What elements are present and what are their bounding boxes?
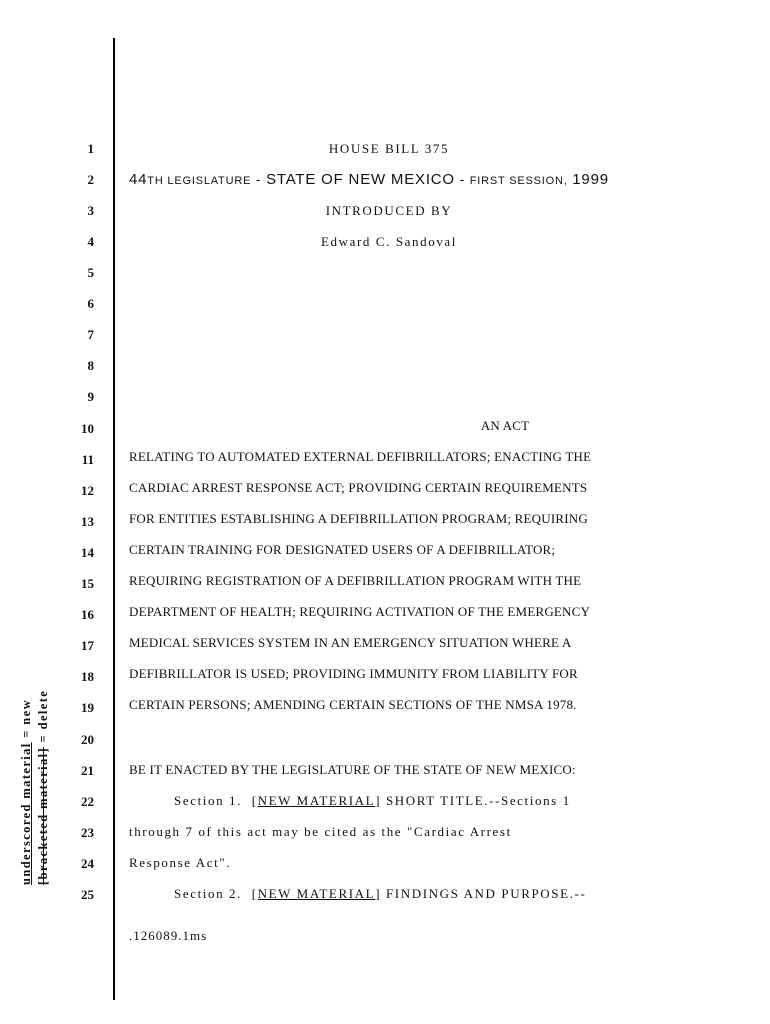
title-line: RELATING TO AUTOMATED EXTERNAL DEFIBRILLATORS; ENACTING THE (129, 449, 592, 464)
title-line: CERTAIN PERSONS; AMENDING CERTAIN SECTIONS OF THE NMSA 1978. (129, 697, 577, 712)
line-number: 23 (81, 825, 94, 840)
line-number: 12 (81, 483, 94, 498)
line-number: 2 (87, 172, 94, 187)
line-number: 4 (87, 234, 94, 249)
title-line: FOR ENTITIES ESTABLISHING A DEFIBRILLATION PROGRAM; REQUIRING (129, 511, 588, 526)
dash-1: - (255, 171, 262, 187)
line-number: 5 (87, 265, 94, 280)
line-number: 13 (81, 514, 94, 529)
legend-delete-eq: = delete (36, 689, 50, 743)
line-number: 14 (81, 545, 94, 560)
legislature-suffix: TH LEGISLATURE (147, 175, 252, 187)
title-line: DEFIBRILLATOR IS USED; PROVIDING IMMUNITY FROM LIABILITY FOR (129, 666, 578, 681)
section-2-heading: FINDINGS AND PURPOSE.-- (385, 886, 587, 901)
line-number: 17 (81, 638, 94, 653)
section-1-new-material-tag: NEW MATERIAL (257, 793, 376, 808)
title-line: CARDIAC ARREST RESPONSE ACT; PROVIDING CERTAIN REQUIREMENTS (129, 480, 588, 495)
line-number: 22 (81, 794, 94, 809)
introduced-by: INTRODUCED BY (325, 203, 453, 218)
line-number: 20 (81, 732, 94, 747)
session-year: 1999 (572, 171, 609, 188)
material-legend (18, 625, 62, 885)
section-1-heading: SHORT TITLE.--Sections 1 (385, 793, 571, 808)
section-1-label: Section 1. (174, 793, 242, 808)
legend-new-eq: = new (19, 699, 33, 738)
act-heading: AN ACT (480, 418, 530, 433)
state-name: STATE OF NEW MEXICO (266, 171, 455, 188)
section-2-label: Section 2. (174, 886, 242, 901)
left-margin-rule (113, 38, 115, 1000)
section-1-line-2: through 7 of this act may be cited as the "Cardiac Arrest (129, 824, 512, 839)
section-1-line-3: Response Act". (129, 855, 232, 870)
title-line: MEDICAL SERVICES SYSTEM IN AN EMERGENCY SITUATION WHERE A (129, 635, 572, 650)
session-name: FIRST SESSION, (469, 175, 568, 187)
section-1-line-1: Section 1. [NEW MATERIAL] SHORT TITLE.--Sections 1 (174, 793, 571, 808)
legislature-session-line (129, 171, 609, 189)
enacting-clause: BE IT ENACTED BY THE LEGISLATURE OF THE STATE OF NEW MEXICO: (129, 762, 576, 777)
legislature-number: 44 (129, 171, 148, 188)
dash-2: - (459, 171, 466, 187)
line-number: 6 (87, 296, 94, 311)
line-number: 21 (81, 763, 94, 778)
bill-number: HOUSE BILL 375 (328, 141, 450, 156)
legend-new-label: underscored material (19, 742, 33, 885)
line-number: 15 (81, 576, 94, 591)
section-2-line-1: Section 2. [NEW MATERIAL] FINDINGS AND PURPOSE.-- (174, 886, 587, 901)
line-number: 18 (81, 669, 94, 684)
section-2-new-material-tag: NEW MATERIAL (257, 886, 376, 901)
line-number: 7 (87, 327, 94, 342)
sponsor-name: Edward C. Sandoval (320, 234, 458, 249)
title-line: CERTAIN TRAINING FOR DESIGNATED USERS OF A DEFIBRILLATOR; (129, 542, 556, 557)
line-number: 1 (87, 141, 94, 156)
line-number: 9 (87, 389, 94, 404)
title-line: REQUIRING REGISTRATION OF A DEFIBRILLATION PROGRAM WITH THE (129, 573, 582, 588)
legend-delete-label: [bracketed material] (36, 746, 50, 885)
line-number: 16 (81, 607, 94, 622)
line-number: 10 (81, 421, 94, 436)
legend-delete-row (35, 625, 52, 885)
line-number: 3 (87, 203, 94, 218)
line-number: 25 (81, 887, 94, 902)
title-line: DEPARTMENT OF HEALTH; REQUIRING ACTIVATION OF THE EMERGENCY (129, 604, 591, 619)
line-number: 8 (87, 358, 94, 373)
line-number: 19 (81, 700, 94, 715)
document-code: .126089.1ms (129, 928, 208, 943)
line-number: 11 (81, 452, 94, 467)
line-number: 24 (81, 856, 94, 871)
legend-new-row (18, 625, 35, 885)
